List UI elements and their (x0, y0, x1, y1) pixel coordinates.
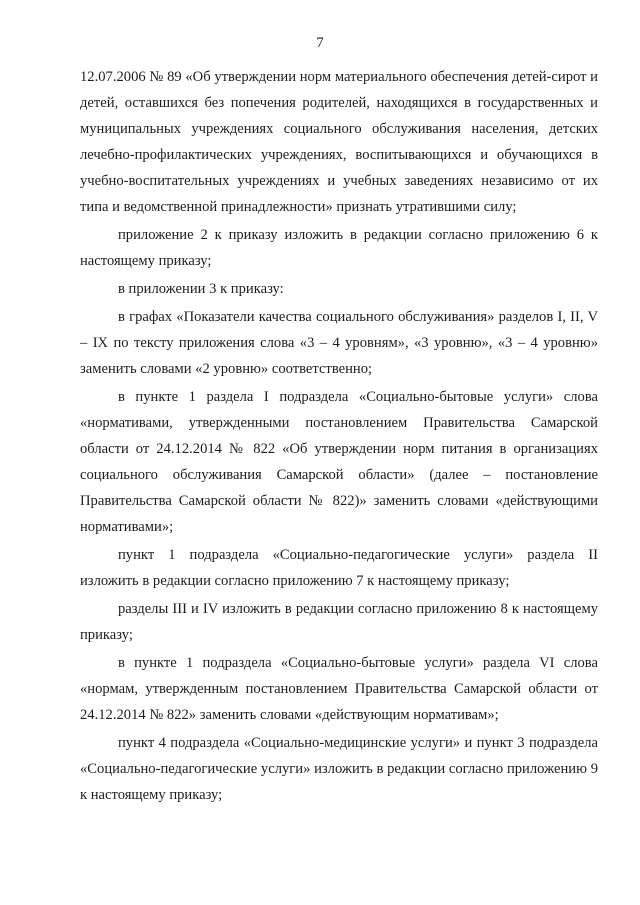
paragraph-quality-indicators: в графах «Показатели качества социального обслуживания» разделов I, II, V – IX по тексту приложения слова «3 – 4 уровням», «3 уровню», «3 – 4 уровню» заменить словами «2 уровню» соответственно; (80, 309, 598, 377)
paragraph-sections-3-4: разделы III и IV изложить в редакции согласно приложению 8 к настоящему приказу; (80, 601, 598, 643)
page-number: 7 (316, 35, 324, 51)
paragraph-appendix-3-intro: в приложении 3 к приказу: (118, 281, 284, 297)
paragraph-repeal: 12.07.2006 № 89 «Об утверждении норм материального обеспечения детей-сирот и детей, оставшихся без попечения родителей, находящихся в государственных и муниципальных учреждениях социального обслуживания населения, детских лечебно-профилактических учреждениях, воспитывающихся и обучающихся в учебно-воспитательных учреждениях и учебных заведениях независимо от их типа и ведомственной принадлежности» признать утратившими силу; (80, 69, 598, 215)
paragraph-appendix-2: приложение 2 к приказу изложить в редакции согласно приложению 6 к настоящему приказу; (80, 227, 598, 269)
document-body (80, 64, 598, 808)
paragraph-section-1-item-1: в пункте 1 раздела I подраздела «Социально-бытовые услуги» слова «нормативами, утвержденными постановлением Правительства Самарской области от 24.12.2014 № 822 «Об утверждении норм питания в организациях социального обслуживания Самарской области» (далее – постановление Правительства Самарской области № 822)» заменить словами «действующими нормативами»; (80, 389, 598, 535)
paragraph-item-4-item-3: пункт 4 подраздела «Социально-медицинские услуги» и пункт 3 подраздела «Социально-педагогические услуги» изложить в редакции согласно приложению 9 к настоящему приказу; (80, 735, 598, 803)
paragraph-section-6-item-1: в пункте 1 подраздела «Социально-бытовые услуги» раздела VI слова «нормам, утвержденным постановлением Правительства Самарской области от 24.12.2014 № 822» заменить словами «действующим нормативам»; (80, 655, 598, 723)
paragraph-section-2-item-1: пункт 1 подраздела «Социально-педагогические услуги» раздела II изложить в редакции согласно приложению 7 к настоящему приказу; (80, 547, 598, 589)
